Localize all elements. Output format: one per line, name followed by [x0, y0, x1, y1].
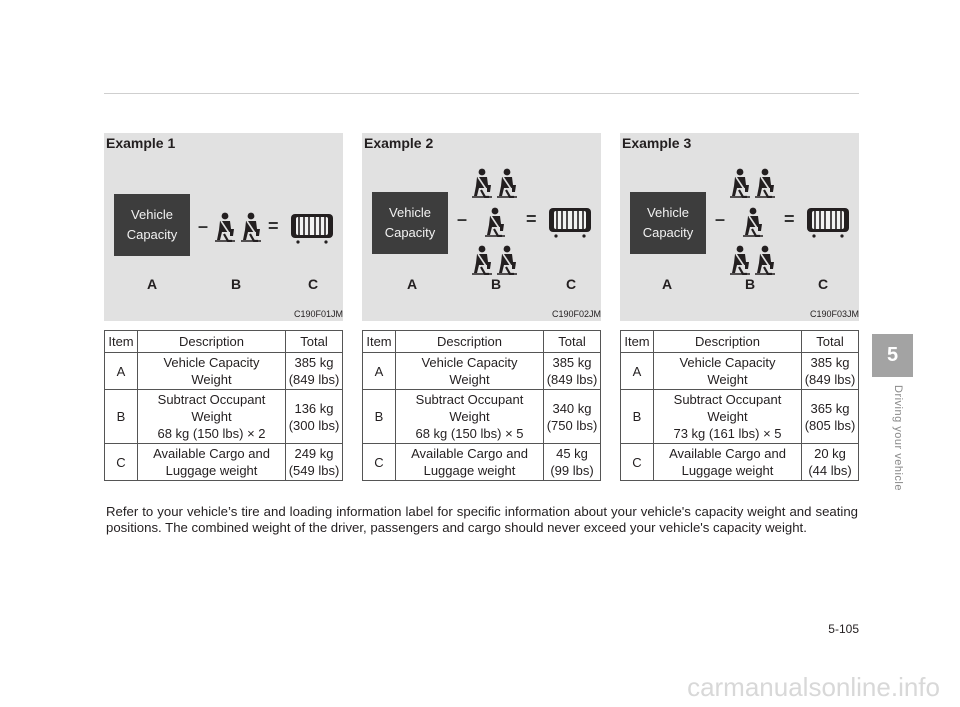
cell-total: 249 kg (549 lbs)	[286, 444, 343, 481]
header-total: Total	[802, 331, 859, 353]
header-item: Item	[621, 331, 654, 353]
cell-description: Vehicle Capacity Weight	[138, 353, 286, 390]
table-row	[621, 353, 859, 390]
label-b: B	[745, 276, 756, 292]
header-description: Description	[654, 331, 802, 353]
table-row	[363, 444, 601, 481]
figure-code: C190F03JM	[809, 309, 859, 319]
cell-total: 20 kg (44 lbs)	[802, 444, 859, 481]
example-2	[362, 133, 601, 481]
example-title: Example 1	[106, 135, 176, 151]
occupant-icon	[742, 207, 764, 237]
label-b: B	[491, 276, 502, 292]
cell-description: Subtract Occupant Weight 73 kg (161 lbs) × 5	[654, 390, 802, 444]
equals-sign: =	[784, 209, 795, 229]
cell-description: Vehicle Capacity Weight	[654, 353, 802, 390]
header-description: Description	[396, 331, 544, 353]
minus-sign: –	[457, 209, 468, 229]
label-a: A	[662, 276, 673, 292]
table-row	[363, 353, 601, 390]
cell-item: C	[363, 444, 396, 481]
vehicle-capacity-box: Vehicle Capacity	[114, 194, 190, 256]
table-row	[363, 390, 601, 444]
occupant-icon	[496, 168, 518, 198]
occupant-icon	[754, 168, 776, 198]
table-row	[105, 353, 343, 390]
watermark: carmanualsonline.info	[687, 672, 940, 702]
occupant-icon	[471, 168, 493, 198]
capacity-table	[104, 330, 343, 481]
label-b: B	[231, 276, 242, 292]
body-paragraph: Refer to your vehicle’s tire and loading information label for specific information about your vehicle's capacity weight and seating positions. The combined weight of the driver, passengers and cargo should never exceed your vehicle's capacity weight.	[106, 504, 858, 535]
cell-total: 385 kg (849 lbs)	[544, 353, 601, 390]
figure-code: C190F02JM	[551, 309, 601, 319]
occupant-icon	[214, 212, 236, 242]
cargo-icon	[288, 211, 336, 245]
table-row	[621, 444, 859, 481]
table-row	[105, 444, 343, 481]
cell-description: Vehicle Capacity Weight	[396, 353, 544, 390]
example-title: Example 2	[364, 135, 434, 151]
vehicle-capacity-box: Vehicle Capacity	[372, 192, 448, 254]
label-c: C	[818, 276, 829, 292]
example-diagram	[620, 133, 859, 321]
page-number: 5-105	[828, 622, 859, 636]
table-row	[105, 390, 343, 444]
cell-description: Subtract Occupant Weight 68 kg (150 lbs) × 5	[396, 390, 544, 444]
label-a: A	[407, 276, 418, 292]
cell-item: B	[105, 390, 138, 444]
example-3	[620, 133, 859, 481]
cell-description: Available Cargo and Luggage weight	[654, 444, 802, 481]
cell-item: B	[363, 390, 396, 444]
cell-item: A	[105, 353, 138, 390]
cell-total: 136 kg (300 lbs)	[286, 390, 343, 444]
equals-sign: =	[526, 209, 537, 229]
example-title: Example 3	[622, 135, 692, 151]
minus-sign: –	[198, 216, 209, 236]
example-diagram	[362, 133, 601, 321]
occupant-icon	[754, 245, 776, 275]
top-rule	[104, 93, 859, 94]
cell-item: B	[621, 390, 654, 444]
cell-item: C	[105, 444, 138, 481]
label-a: A	[147, 276, 158, 292]
cell-item: A	[363, 353, 396, 390]
occupant-icon	[240, 212, 262, 242]
occupant-icon	[496, 245, 518, 275]
example-1	[104, 133, 343, 481]
occupant-icon	[729, 245, 751, 275]
header-item: Item	[105, 331, 138, 353]
minus-sign: –	[715, 209, 726, 229]
cell-description: Available Cargo and Luggage weight	[138, 444, 286, 481]
cell-item: A	[621, 353, 654, 390]
header-item: Item	[363, 331, 396, 353]
figure-code: C190F01JM	[293, 309, 343, 319]
equals-sign: =	[268, 216, 279, 236]
capacity-table	[362, 330, 601, 481]
label-c: C	[566, 276, 577, 292]
header-total: Total	[544, 331, 601, 353]
cell-total: 385 kg (849 lbs)	[802, 353, 859, 390]
occupant-icon	[729, 168, 751, 198]
table-row	[621, 390, 859, 444]
vehicle-capacity-box: Vehicle Capacity	[630, 192, 706, 254]
cell-total: 340 kg (750 lbs)	[544, 390, 601, 444]
header-total: Total	[286, 331, 343, 353]
cell-description: Subtract Occupant Weight 68 kg (150 lbs) × 2	[138, 390, 286, 444]
chapter-label: Driving your vehicle	[892, 385, 904, 491]
cell-total: 365 kg (805 lbs)	[802, 390, 859, 444]
cell-item: C	[621, 444, 654, 481]
chapter-tab[interactable]: 5	[872, 334, 913, 377]
capacity-table	[620, 330, 859, 481]
cargo-icon	[804, 205, 852, 239]
example-diagram	[104, 133, 343, 321]
cell-total: 385 kg (849 lbs)	[286, 353, 343, 390]
occupant-icon	[471, 245, 493, 275]
cell-total: 45 kg (99 lbs)	[544, 444, 601, 481]
cargo-icon	[546, 205, 594, 239]
label-c: C	[308, 276, 319, 292]
occupant-icon	[484, 207, 506, 237]
cell-description: Available Cargo and Luggage weight	[396, 444, 544, 481]
header-description: Description	[138, 331, 286, 353]
